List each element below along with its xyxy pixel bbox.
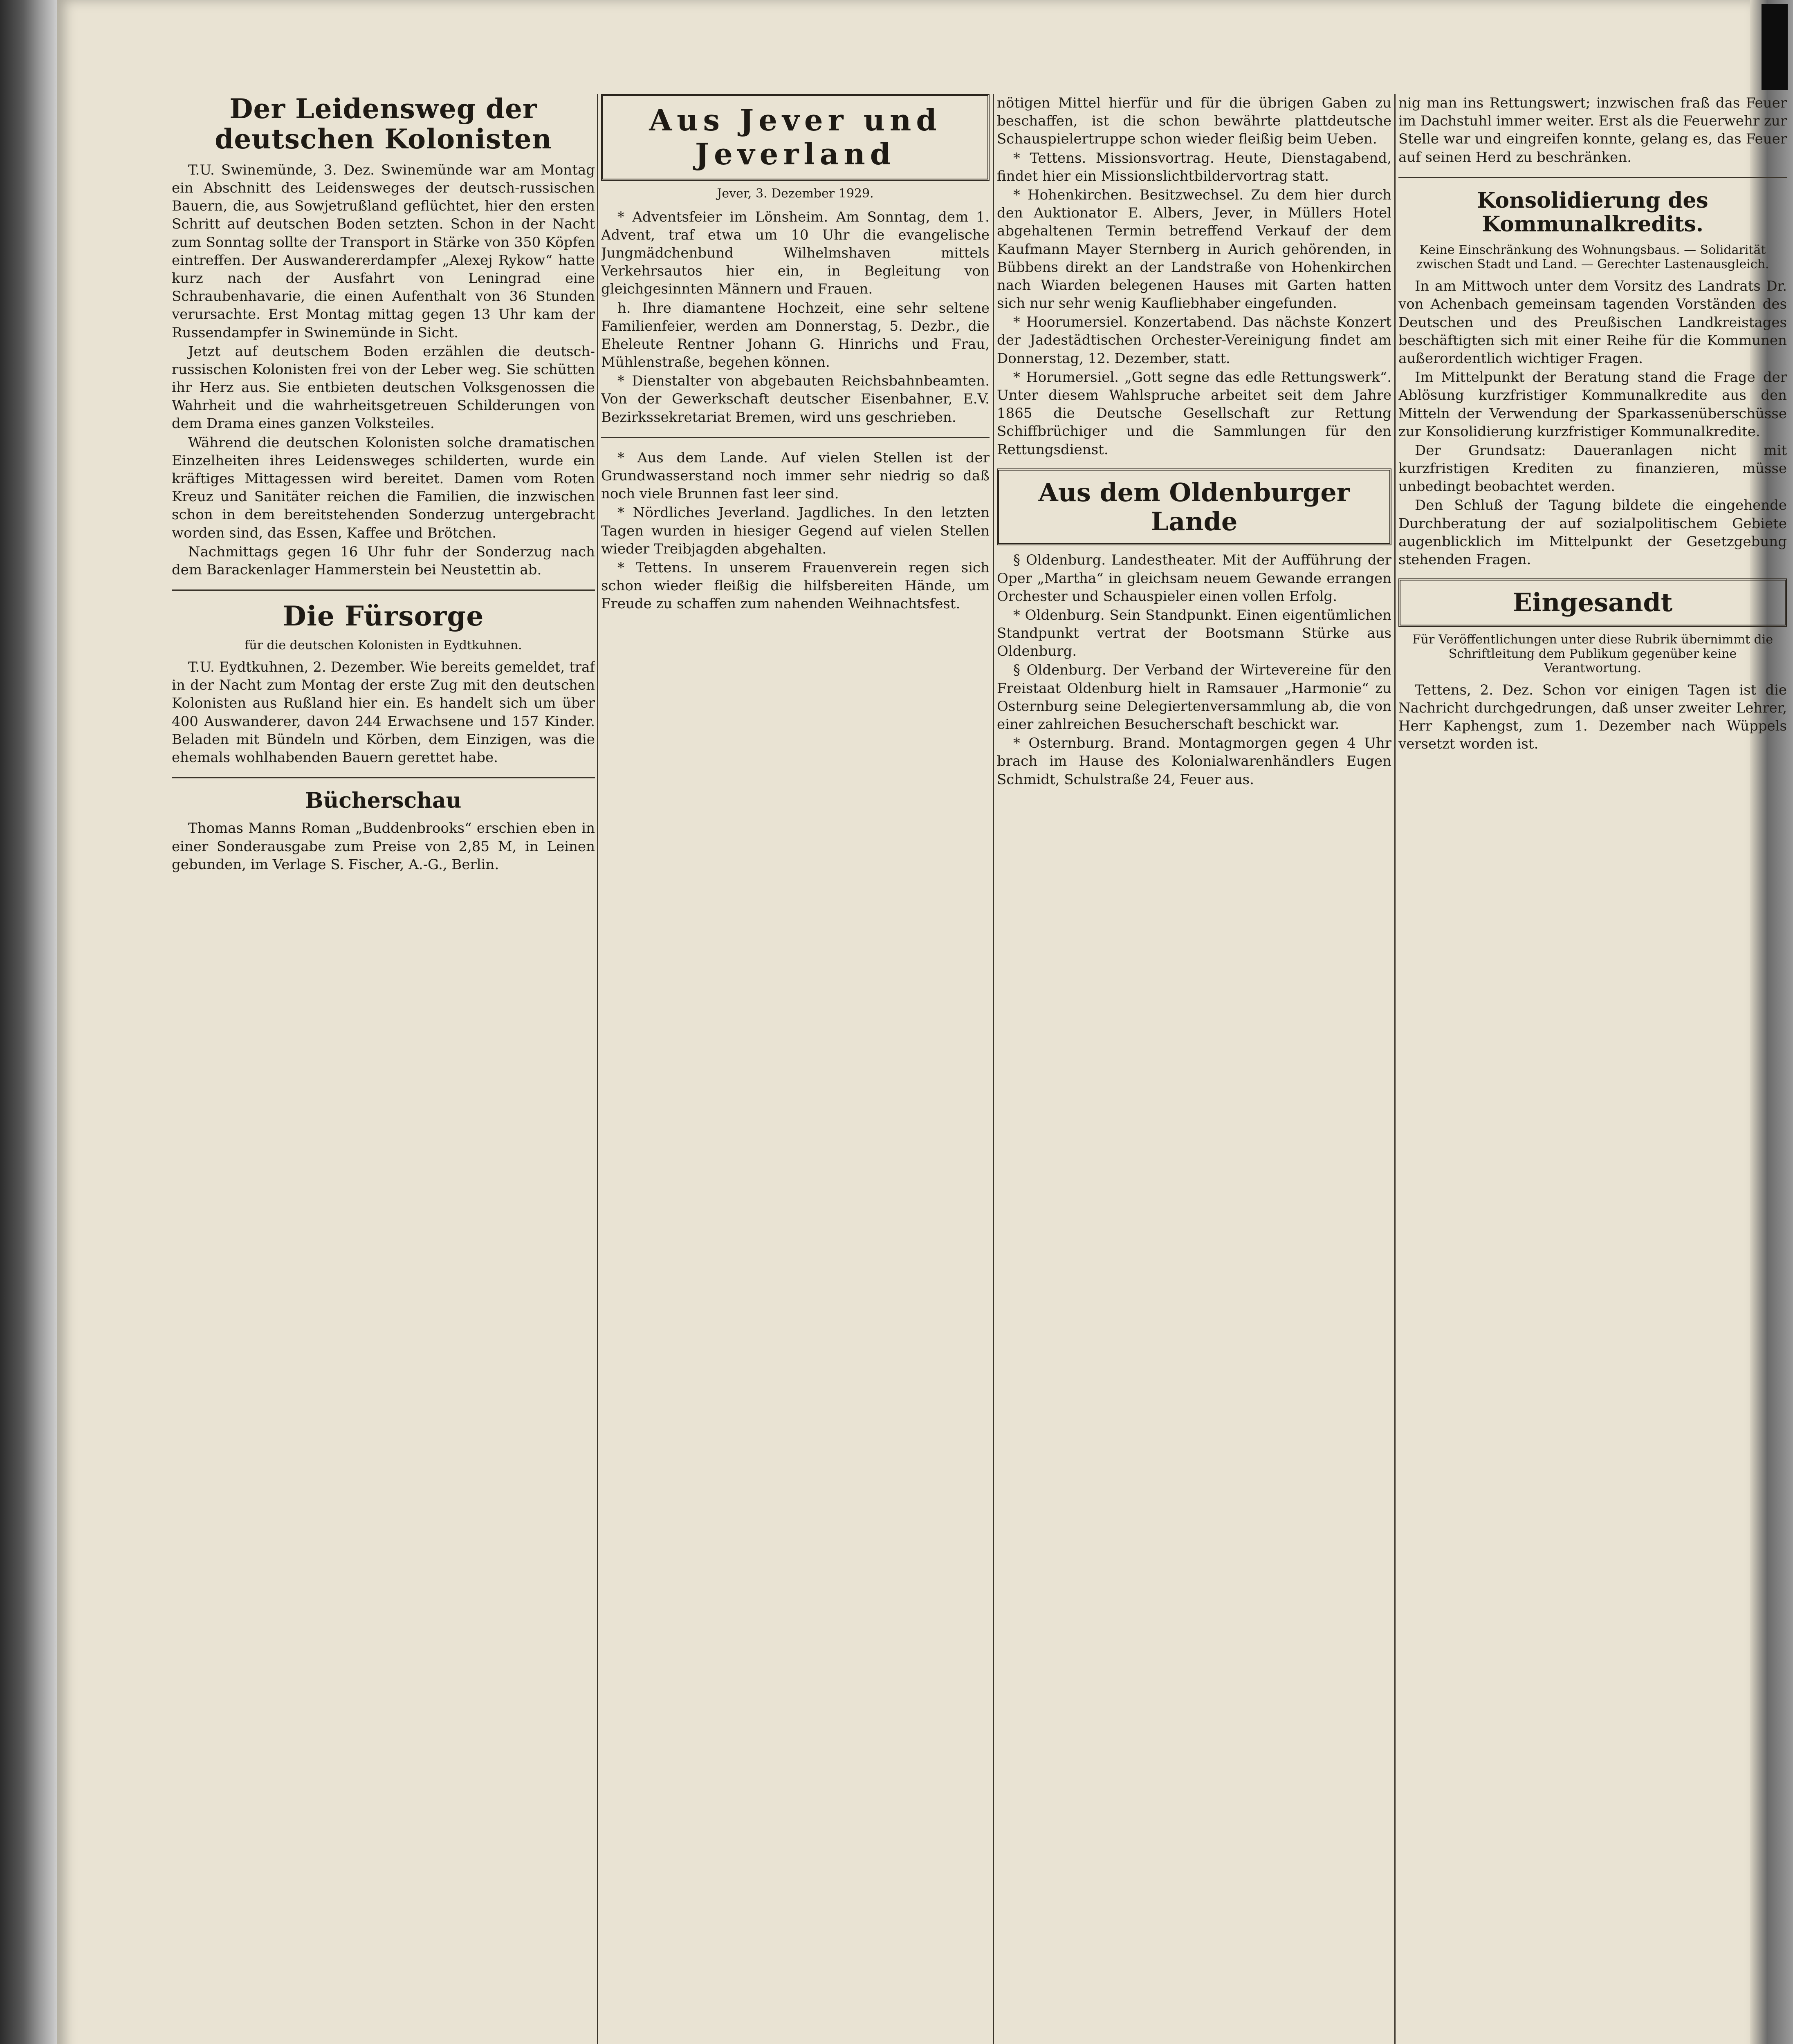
- paragraph: * Horumersiel. „Gott segne das edle Rettungswerk“. Unter diesem Wahlspruche arbeitet seit dem Jahre 1865 die Deutsche Gesellschaft zur Rettung Schiffbrüchiger und die Sammlungen für den Rettungsdienst.: [997, 369, 1391, 458]
- paragraph: Thomas Manns Roman „Buddenbrooks“ erschien eben in einer Sonderausgabe zum Preise von 2,85 M, in Leinen gebunden, im Verlage S. Fischer, A.-G., Berlin.: [172, 820, 595, 873]
- paragraph: Tettens, 2. Dez. Schon vor einigen Tagen ist die Nachricht durchgedrungen, daß unser zweiter Lehrer, Herr Kaphengst, zum 1. Dezember nach Wüppels versetzt worden ist.: [1398, 681, 1787, 753]
- column-4: [1398, 94, 1787, 2044]
- column-rule: [597, 94, 598, 2044]
- dateline: Jever, 3. Dezember 1929.: [717, 186, 874, 201]
- book-binding: [0, 0, 57, 2044]
- paragraph: T.U. Eydtkuhnen, 2. Dezember. Wie bereits gemeldet, traf in der Nacht zum Montag der erste Zug mit den deutschen Kolonisten aus Rußland hier ein. Es handelt sich um über 400 Auswanderer, davon 244 Erwachsene und 157 Kinder. Beladen mit Bündeln und Körben, dem Einzigen, was die ehemals wohlhabenden Bauern gerettet habe.: [172, 659, 595, 766]
- paragraph: * Dienstalter von abgebauten Reichsbahnbeamten. Von der Gewerkschaft deutscher Eisenbahner, E.V. Bezirkssekretariat Bremen, wird uns geschrieben.: [601, 373, 990, 426]
- paragraph: § Oldenburg. Der Verband der Wirtevereine für den Freistaat Oldenburg hielt in Ramsauer „Harmonie“ zu Osternburg seine Delegiertenversammlung ab, die von einer zahlreichen Besucherschaft beschickt war.: [997, 662, 1391, 733]
- column-2: [601, 94, 990, 2044]
- paragraph: nig man ins Rettungswert; inzwischen fraß das Feuer im Dachstuhl immer weiter. Erst als die Feuerwehr zur Stelle war und eingreifen konnte, gelang es, das Feuer auf seinen Herd zu beschränken.: [1398, 95, 1787, 166]
- headline-buecherschau: Bücherschau: [305, 788, 462, 814]
- section-box-jever: [601, 94, 990, 181]
- paragraph: * Adventsfeier im Lönsheim. Am Sonntag, dem 1. Advent, traf etwa um 10 Uhr die evangelische Jungmädchenbund Wilhelmshaven mittels Verkehrsautos hier ein, in Begleitung von gleichgesinnten Männern und Frauen.: [601, 208, 990, 298]
- section-title: Aus Jever und Jeverland: [649, 103, 942, 171]
- paragraph: § Oldenburg. Landestheater. Mit der Aufführung der Oper „Martha“ in gleichsam neuem Gewande errangen Orchester und Schauspieler einen vollen Erfolg.: [997, 552, 1391, 605]
- paragraph: * Osternburg. Brand. Montagmorgen gegen 4 Uhr brach im Hause des Kolonialwarenhändlers Eugen Schmidt, Schulstraße 24, Feuer aus.: [997, 735, 1391, 788]
- scan-marker: [1762, 4, 1788, 90]
- paragraph: * Nördliches Jeverland. Jagdliches. In den letzten Tagen wurden in hiesiger Gegend auf vielen Stellen wieder Treibjagden abgehalten.: [601, 504, 990, 557]
- paragraph: T.U. Swinemünde, 3. Dez. Swinemünde war am Montag ein Abschnitt des Leidensweges der deutsch-russischen Bauern, die, aus Sowjetrußland geflüchtet, hier den ersten Schritt auf deutschen Boden setzten. Schon in der Nacht zum Sonntag sollte der Transport in Stärke von 350 Köpfen eintreffen. Der Auswandererdampfer „Alexej Rykow“ hatte kurz nach der Ausfahrt von Leningrad eine Schraubenhavarie, die einen Aufenthalt von 36 Stunden verursachte. Erst Montag mittag gegen 13 Uhr kam der Russendampfer in Swinemünde in Sicht.: [172, 161, 595, 341]
- headline-konsolidierung: Konsolidierung des Kommunalkredits.: [1477, 188, 1708, 237]
- disclaimer: Für Veröffentlichungen unter diese Rubrik übernimmt die Schriftleitung dem Publikum gegenüber keine Verantwortung.: [1412, 632, 1773, 675]
- section-title: Eingesandt: [1512, 587, 1673, 618]
- paragraph: * Oldenburg. Sein Standpunkt. Einen eigentümlichen Standpunkt vertrat der Bootsmann Stürke aus Oldenburg.: [997, 607, 1391, 660]
- paragraph: * Tettens. In unserem Frauenverein regen sich schon wieder fleißig die hilfsbereiten Hände, um Freude zu schaffen zum nahenden Weihnachtsfest.: [601, 559, 990, 612]
- column-rule: [993, 94, 994, 2044]
- divider: [172, 777, 595, 778]
- paragraph: Nachmittags gegen 16 Uhr fuhr der Sonderzug nach dem Barackenlager Hammerstein bei Neustettin ab.: [172, 543, 595, 578]
- paragraph: * Tettens. Missionsvortrag. Heute, Dienstagabend, findet hier ein Missionslichtbildervortrag statt.: [997, 150, 1391, 184]
- section-box-oldenburg: [997, 468, 1391, 546]
- column-1: [172, 94, 595, 2044]
- paragraph: * Hohenkirchen. Besitzwechsel. Zu dem hier durch den Auktionator E. Albers, Jever, in Müllers Hotel abgehaltenen Termin betreffend Verkauf der dem Kaufmann Mayer Sternberg in Aurich gehörenden, in Bübbens direkt an der Landstraße von Hohenkirchen nach Wiarden belegenen Hauses mit Garten hatten sich nur sehr wenig Kaufliebhaber eingefunden.: [997, 186, 1391, 312]
- paragraph: * Hoorumersiel. Konzertabend. Das nächste Konzert der Jadestädtischen Orchester-Vereinigung findet am Donnerstag, 12. Dezember, statt.: [997, 314, 1391, 367]
- subheadline: für die deutschen Kolonisten in Eydtkuhnen.: [245, 638, 522, 653]
- divider: [1398, 177, 1787, 178]
- paragraph: nötigen Mittel hierfür und für die übrigen Gaben zu beschaffen, ist die schon bewährte plattdeutsche Schauspielertruppe schon wieder fleißig beim Ueben.: [997, 95, 1391, 148]
- subheadline: Keine Einschränkung des Wohnungsbaus. — Solidarität zwischen Stadt und Land. — Gerechter Lastenausgleich.: [1416, 243, 1769, 272]
- paragraph: In am Mittwoch unter dem Vorsitz des Landrats Dr. von Achenbach gemeinsam tagenden Vorständen des Deutschen und des Preußischen Landkreistages beschäftigten sich mit einer Reihe für die Kommunen außerordentlich wichtiger Fragen.: [1398, 278, 1787, 367]
- paragraph: * Aus dem Lande. Auf vielen Stellen ist der Grundwasserstand noch immer sehr niedrig so daß noch viele Brunnen fast leer sind.: [601, 449, 990, 502]
- column-3: [997, 94, 1391, 2044]
- paragraph: Jetzt auf deutschem Boden erzählen die deutsch-russischen Kolonisten frei von der Leber weg. Sie schütten ihr Herz aus. Sie entbieten deutschen Volksgenossen die Wahrheit und die wahrheitsgetreuen Schilderungen von dem Drama eines ganzen Volksteiles.: [172, 343, 595, 432]
- paragraph: Den Schluß der Tagung bildete die eingehende Durchberatung der auf sozialpolitischem Gebiete augenblicklich im Mittelpunkt der Gesetzgebung stehenden Fragen.: [1398, 497, 1787, 568]
- divider: [172, 589, 595, 591]
- headline-leidensweg: Der Leidensweg der deutschen Kolonisten: [215, 94, 552, 155]
- section-title: Aus dem Oldenburger Lande: [1038, 477, 1350, 537]
- headline-fuersorge: Die Fürsorge: [283, 600, 484, 632]
- paragraph: Der Grundsatz: Daueranlagen nicht mit kurzfristigen Krediten zu finanzieren, müsse unbedingt beobachtet werden.: [1398, 442, 1787, 495]
- column-rule: [1394, 94, 1396, 2044]
- section-box-eingesandt: [1398, 578, 1787, 626]
- paragraph: Während die deutschen Kolonisten solche dramatischen Einzelheiten ihres Leidensweges schilderten, wurde ein kräftiges Mittagessen wird bereitet. Damen vom Roten Kreuz und Sanitäter reichen die Familien, die inzwischen schon in dem bereitstehenden Sonderzug untergebracht worden sind, das Essen, Kaffee und Brötchen.: [172, 434, 595, 541]
- divider: [601, 437, 990, 438]
- paragraph: Im Mittelpunkt der Beratung stand die Frage der Ablösung kurzfristiger Kommunalkredite aus den Mitteln der Verwendung der Sparkassenüberschüsse zur Konsolidierung kurzfristiger Kommunalkredite.: [1398, 369, 1787, 440]
- paragraph: h. Ihre diamantene Hochzeit, eine sehr seltene Familienfeier, werden am Donnerstag, 5. Dezbr., die Eheleute Rentner Johann G. Hinrichs und Frau, Mühlenstraße, begehen können.: [601, 300, 990, 371]
